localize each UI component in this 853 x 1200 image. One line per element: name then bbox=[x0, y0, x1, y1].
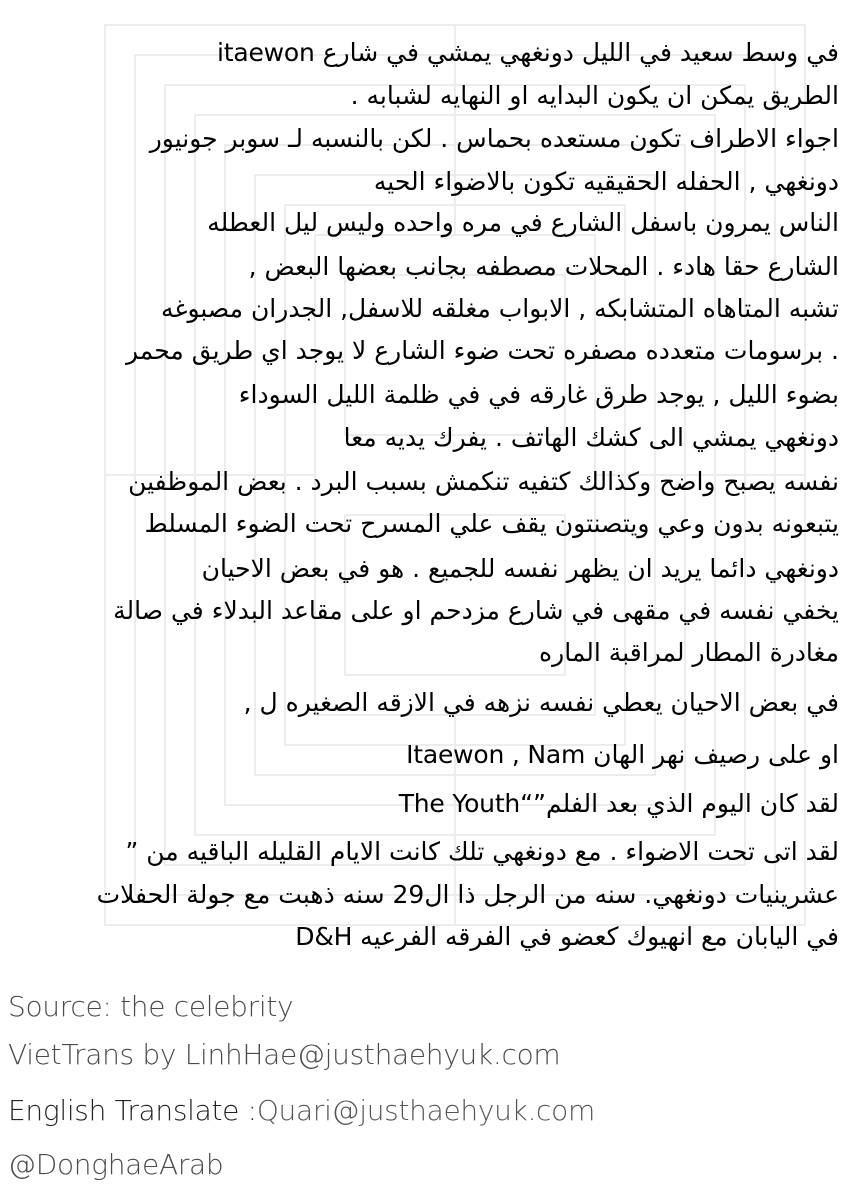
article-line: يتبعونه بدون وعي ويتصنتون يقف علي المسرح تحت الضوء المسلط bbox=[144, 509, 839, 538]
article-line: دونغهي يمشي الى كشك الهاتف . يفرك يديه معا bbox=[343, 423, 839, 452]
article-line: دونغهي , الحفله الحقيقيه تكون بالاضواء الحيه bbox=[373, 167, 839, 196]
article-line: اجواء الاطراف تكون مستعده بحماس . لكن بالنسبه لـ سوبر جونيور bbox=[149, 124, 839, 153]
article-line: لقد اتى تحت الاضواء . مع دونغهي تلك كانت الايام القليله الباقيه من ” bbox=[125, 837, 839, 866]
article-line: الطريق يمكن ان يكون البدايه او النهايه لشبابه . bbox=[350, 81, 839, 110]
article-line: مغادرة المطار لمراقبة الماره bbox=[539, 638, 839, 667]
article-line: نفسه يصبح واضح وكذالك كتفيه تنكمش بسبب البرد . بعض الموظفين bbox=[128, 467, 839, 496]
article-line: او على رصيف نهر الهان Itaewon , Nam bbox=[406, 740, 839, 769]
english-translate-credit bbox=[8, 1094, 595, 1128]
article-line: في اليابان مع انهيوك كعضو في الفرقه الفرعيه D&H bbox=[295, 922, 839, 951]
article-line: عشرينيات دونغهي. سنه من الرجل ذا ال29 سنه ذهبت مع جولة الحفلات bbox=[96, 880, 839, 909]
english-translate-label: English Translate : bbox=[8, 1094, 257, 1127]
article-line: . برسومات متعدده مصفره تحت ضوء الشارع لا يوجد اي طريق محمر bbox=[126, 336, 839, 365]
article-line: الناس يمرون باسفل الشارع في مره واحده وليس ليل العطله bbox=[207, 208, 839, 237]
article-line: الشارع حقا هادء . المحلات مصطفه بجانب بعضها البعض , bbox=[248, 252, 839, 281]
article-line: يخفي نفسه في مقهى في شارع مزدحم او على مقاعد البدلاء في صالة bbox=[113, 596, 839, 625]
article-line: بضوء الليل , يوجد طرق غارقه في في ظلمة الليل السوداء bbox=[238, 380, 839, 409]
article-line: في بعض الاحيان يعطي نفسه نزهه في الازقه الصغيره ل , bbox=[243, 688, 839, 717]
article-line: لقد كان اليوم الذي بعد الفلم”“The Youth bbox=[398, 789, 839, 818]
arabic-account-handle: @DonghaeArab bbox=[8, 1148, 224, 1181]
article-line: في وسط سعيد في الليل دونغهي يمشي في شارع itaewon bbox=[217, 38, 839, 67]
article-line: دونغهي دائما يريد ان يظهر نفسه للجميع . هو في بعض الاحيان bbox=[201, 554, 839, 583]
source-credit: Source: the celebrity bbox=[8, 990, 294, 1023]
viet-trans-credit: VietTrans by LinhHae@justhaehyuk.com bbox=[8, 1038, 561, 1071]
english-translator-handle: Quari@justhaehyuk.com bbox=[256, 1094, 595, 1127]
article-line: تشبه المتاهاه المتشابكه , الابواب مغلقه للاسفل, الجدران مصبوغه bbox=[160, 294, 839, 323]
